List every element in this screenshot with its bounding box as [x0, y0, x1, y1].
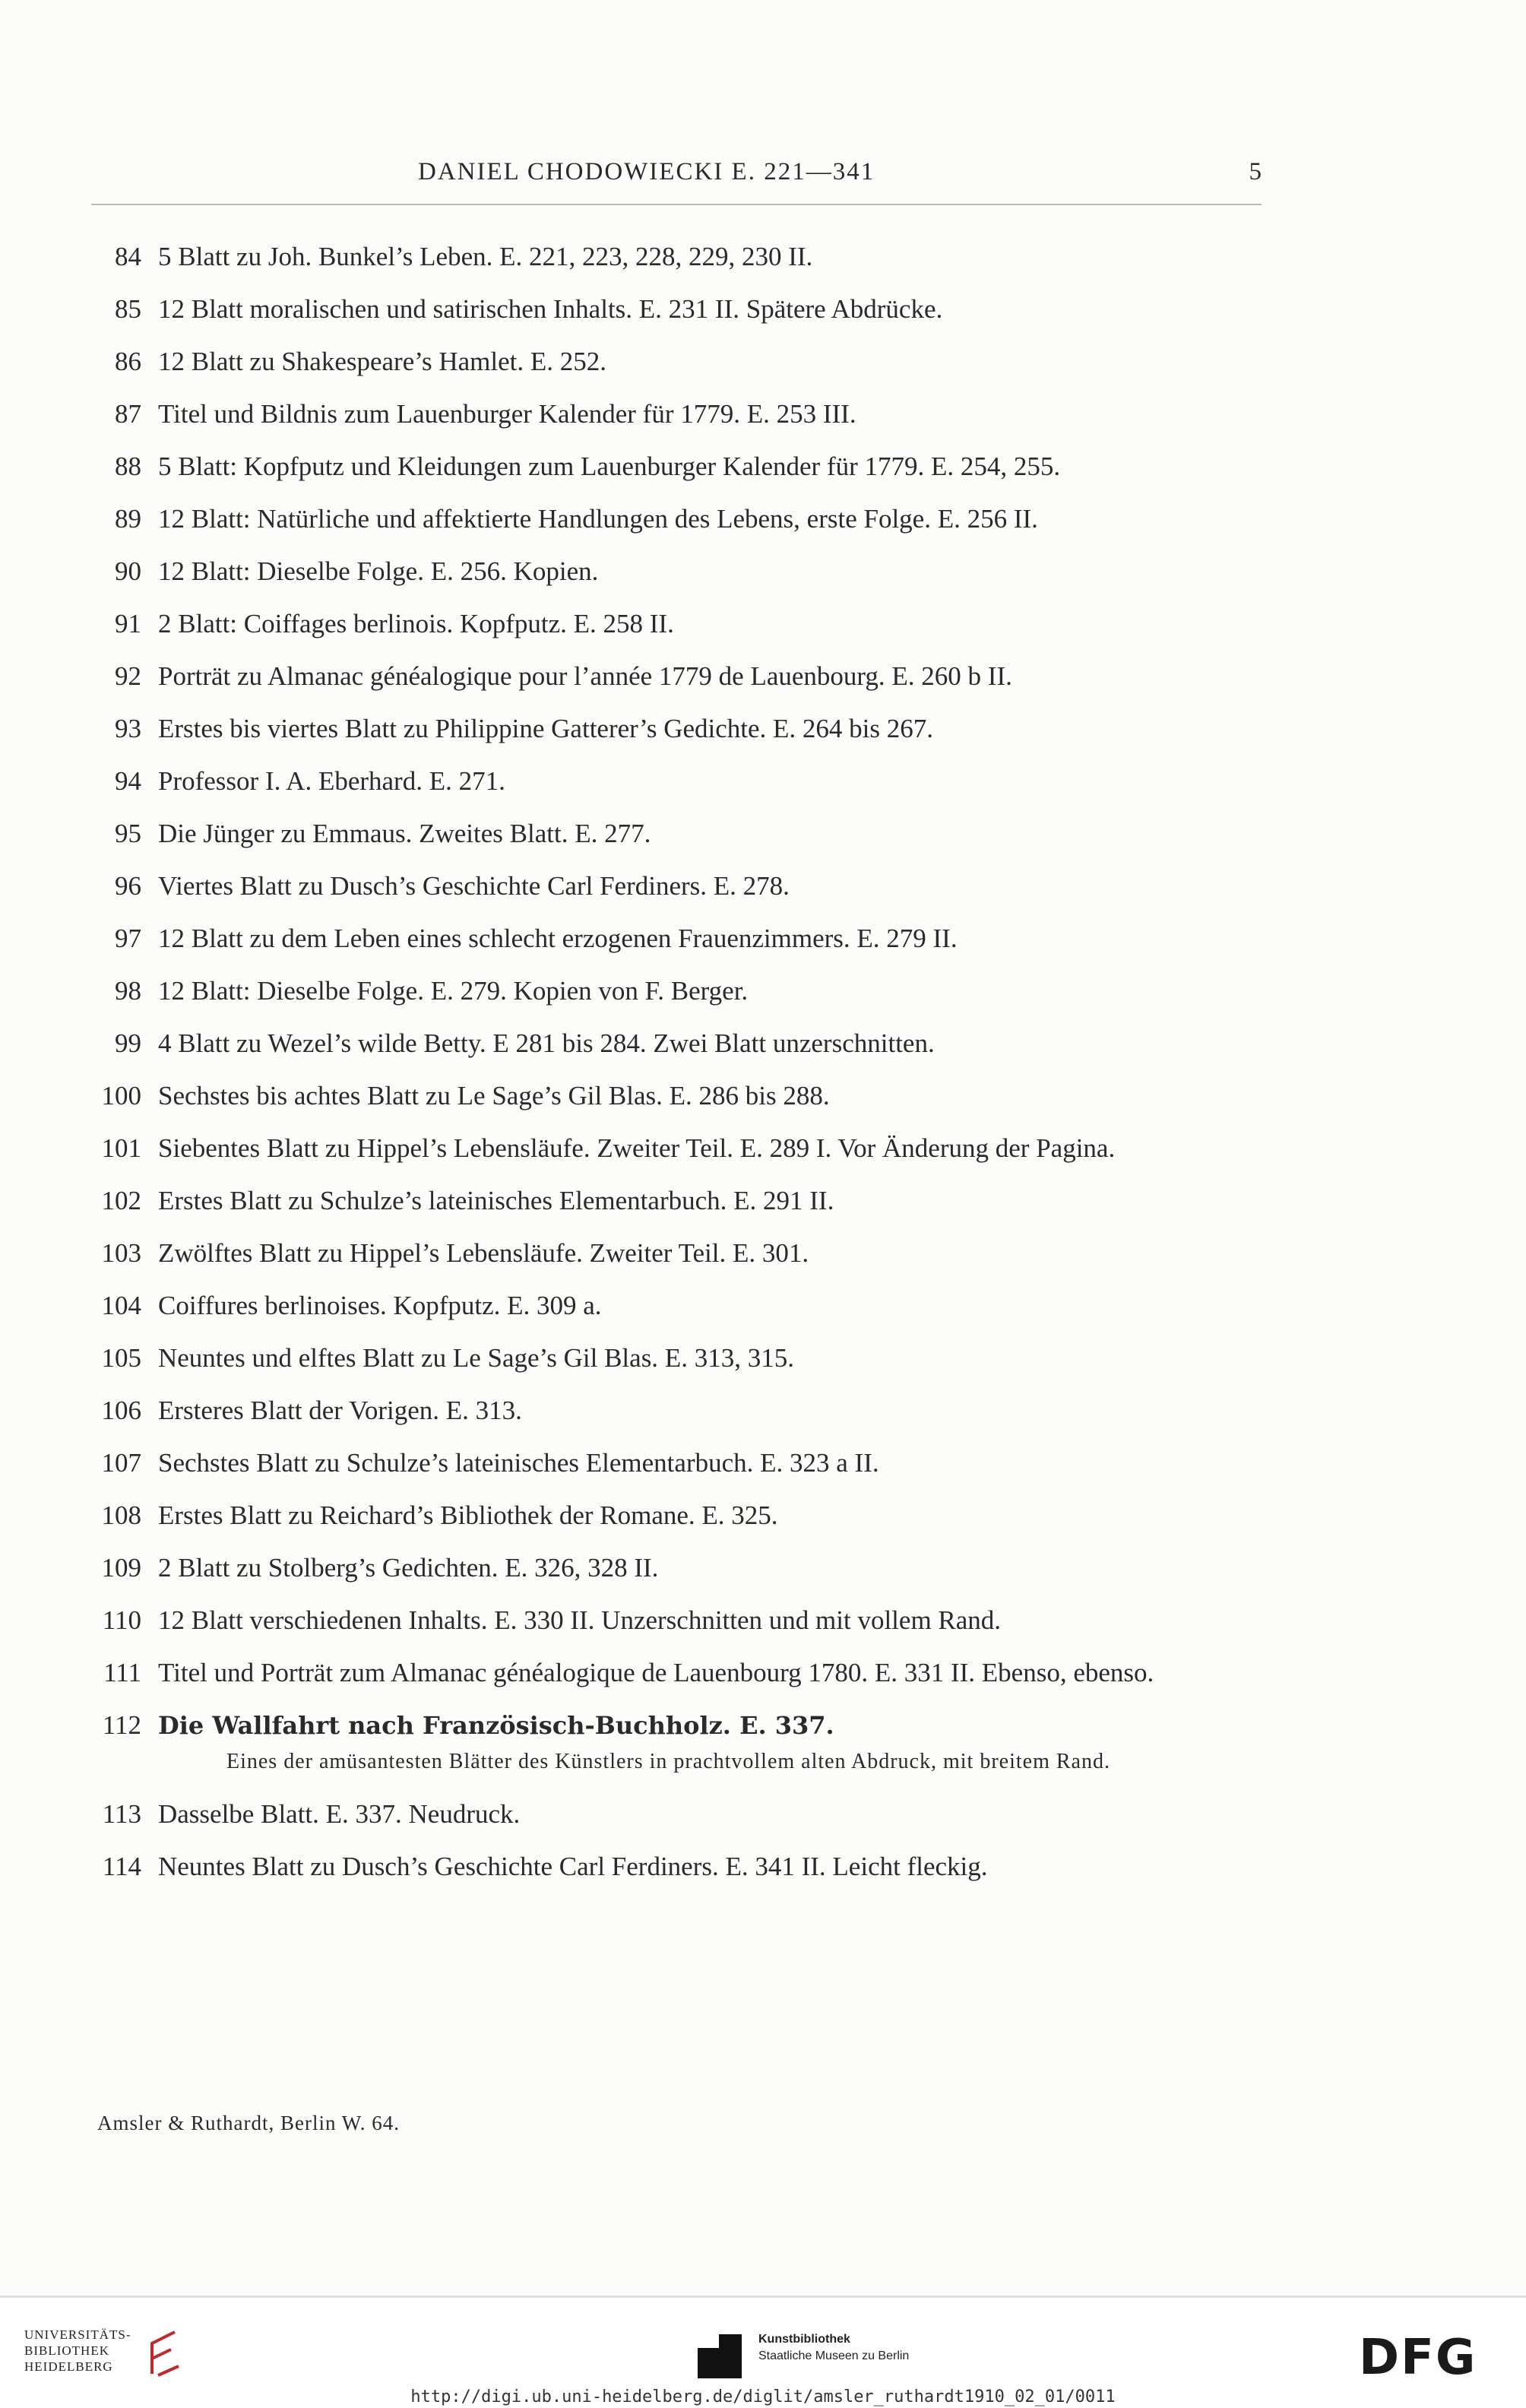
entry-number: 101	[101, 1133, 141, 1163]
entry-description: 2 Blatt: Coiffages berlinois. Kopfputz. E. 258 II.	[158, 609, 674, 638]
entry-description: 12 Blatt zu Shakespeare’s Hamlet. E. 252.	[158, 347, 606, 376]
entry-text	[158, 924, 1269, 954]
entry-text	[158, 1186, 1269, 1216]
entry-number: 95	[115, 819, 141, 848]
entry-text	[158, 556, 1269, 587]
catalogue-entry	[84, 1799, 1269, 1830]
entry-text	[158, 1448, 1269, 1478]
catalogue-entry	[84, 766, 1269, 797]
catalogue-entry	[84, 1396, 1269, 1426]
entry-text	[158, 1343, 1269, 1374]
entry-note: Eines der amüsantesten Blätter des Künstlers in prachtvollem alten Abdruck, mit breitem Rand.	[226, 1750, 1110, 1773]
entry-text	[158, 1852, 1269, 1882]
catalogue-entry	[84, 1186, 1269, 1216]
entry-text	[158, 1605, 1269, 1636]
entry-description: 5 Blatt: Kopfputz und Kleidungen zum Lauenburger Kalender für 1779. E. 254, 255.	[158, 452, 1061, 481]
catalogue-entry	[84, 714, 1269, 744]
entry-text	[158, 1710, 1269, 1777]
entry-text	[158, 399, 1269, 429]
entry-text	[158, 766, 1269, 797]
entry-description: 12 Blatt: Dieselbe Folge. E. 279. Kopien von F. Berger.	[158, 976, 749, 1006]
entry-text	[158, 976, 1269, 1006]
catalogue-entry	[84, 504, 1269, 534]
entry-description: Ersteres Blatt der Vorigen. E. 313.	[158, 1396, 522, 1425]
catalogue-entry	[84, 1605, 1269, 1636]
entry-text	[158, 452, 1269, 482]
entry-description: Die Wallfahrt nach Französisch-Buchholz. E. 337.	[158, 1711, 834, 1740]
entry-description: 5 Blatt zu Joh. Bunkel’s Leben. E. 221, 223, 228, 229, 230 II.	[158, 242, 813, 271]
catalogue-entry	[84, 347, 1269, 377]
entry-number: 97	[115, 924, 141, 953]
catalogue-entries	[84, 242, 1269, 1904]
catalogue-entry	[84, 1238, 1269, 1269]
catalogue-entry	[84, 1081, 1269, 1111]
entry-number: 103	[101, 1238, 141, 1268]
catalogue-entry	[84, 399, 1269, 429]
entry-description: Neuntes Blatt zu Dusch’s Geschichte Carl Ferdiners. E. 341 II. Leicht fleckig.	[158, 1852, 988, 1881]
entry-text	[158, 504, 1269, 534]
entry-text	[158, 661, 1269, 692]
entry-description: Sechstes Blatt zu Schulze’s lateinisches Elementarbuch. E. 323 a II.	[158, 1448, 879, 1478]
entry-text	[158, 871, 1269, 901]
entry-number: 107	[101, 1448, 141, 1478]
catalogue-entry	[84, 609, 1269, 639]
catalogue-entry	[84, 976, 1269, 1006]
entry-description: Coiffures berlinoises. Kopfputz. E. 309 a.	[158, 1291, 602, 1320]
entry-number: 90	[115, 556, 141, 586]
catalogue-entry	[84, 1553, 1269, 1583]
entry-description: Professor I. A. Eberhard. E. 271.	[158, 766, 505, 796]
kb-title: Kunstbibliothek	[758, 2333, 850, 2346]
entry-description: 12 Blatt verschiedenen Inhalts. E. 330 II. Unzerschnitten und mit vollem Rand.	[158, 1605, 1002, 1635]
ub-heidelberg-logo-icon	[144, 2328, 182, 2381]
entry-description: Zwölftes Blatt zu Hippel’s Lebensläufe. Zweiter Teil. E. 301.	[158, 1238, 809, 1268]
entry-description: Siebentes Blatt zu Hippel’s Lebensläufe. Zweiter Teil. E. 289 I. Vor Änderung der Pagina.	[158, 1133, 1116, 1163]
dfg-logo: DFG	[1359, 2330, 1477, 2386]
catalogue-entry	[84, 1658, 1269, 1688]
ub-heidelberg-logo-text	[24, 2327, 131, 2375]
ub-line: BIBLIOTHEK	[24, 2343, 109, 2358]
catalogue-entry	[84, 1852, 1269, 1882]
entry-number: 87	[115, 399, 141, 429]
entry-description: Die Jünger zu Emmaus. Zweites Blatt. E. 277.	[158, 819, 651, 848]
catalogue-entry	[84, 1448, 1269, 1478]
entry-text	[158, 1028, 1269, 1059]
entry-number: 105	[101, 1343, 141, 1373]
entry-text	[158, 609, 1269, 639]
entry-text	[158, 347, 1269, 377]
entry-description: Erstes Blatt zu Schulze’s lateinisches Elementarbuch. E. 291 II.	[158, 1186, 834, 1215]
catalogue-entry	[84, 1133, 1269, 1164]
entry-number: 111	[103, 1658, 141, 1687]
header-rule	[91, 204, 1262, 205]
catalogue-entry	[84, 556, 1269, 587]
entry-description: Titel und Bildnis zum Lauenburger Kalender für 1779. E. 253 III.	[158, 399, 856, 429]
running-header	[91, 158, 1262, 196]
catalogue-entry	[84, 1028, 1269, 1059]
entry-number: 86	[115, 347, 141, 376]
ub-line: UNIVERSITÄTS-	[24, 2327, 131, 2342]
catalogue-entry	[84, 294, 1269, 325]
catalogue-entry	[84, 819, 1269, 849]
kunstbibliothek-name	[758, 2331, 909, 2365]
entry-description: 12 Blatt: Natürliche und affektierte Handlungen des Lebens, erste Folge. E. 256 II.	[158, 504, 1038, 534]
entry-text	[158, 1553, 1269, 1583]
entry-number: 85	[115, 294, 141, 324]
entry-description: Viertes Blatt zu Dusch’s Geschichte Carl Ferdiners. E. 278.	[158, 871, 790, 901]
entry-description: 12 Blatt: Dieselbe Folge. E. 256. Kopien.	[158, 556, 599, 586]
digitization-footer	[0, 2296, 1526, 2408]
entry-text	[158, 1396, 1269, 1426]
catalogue-entry	[84, 871, 1269, 901]
page-number: 5	[1249, 158, 1262, 185]
entry-description: Dasselbe Blatt. E. 337. Neudruck.	[158, 1799, 521, 1829]
entry-description: Neuntes und elftes Blatt zu Le Sage’s Gil Blas. E. 313, 315.	[158, 1343, 794, 1373]
entry-description: Erstes Blatt zu Reichard’s Bibliothek der Romane. E. 325.	[158, 1500, 778, 1530]
kunstbibliothek-logo-icon	[698, 2334, 742, 2378]
entry-number: 102	[101, 1186, 141, 1215]
entry-description: 2 Blatt zu Stolberg’s Gedichten. E. 326, 328 II.	[158, 1553, 659, 1583]
ub-line: HEIDELBERG	[24, 2359, 113, 2374]
catalogue-entry	[84, 924, 1269, 954]
entry-number: 93	[115, 714, 141, 743]
entry-text	[158, 1081, 1269, 1111]
entry-description: Sechstes bis achtes Blatt zu Le Sage’s Gil Blas. E. 286 bis 288.	[158, 1081, 830, 1111]
entry-number: 106	[101, 1396, 141, 1425]
entry-number: 112	[102, 1710, 141, 1740]
publisher-imprint: Amsler & Ruthardt, Berlin W. 64.	[97, 2112, 400, 2134]
entry-number: 84	[115, 242, 141, 271]
entry-number: 94	[115, 766, 141, 796]
entry-description: 4 Blatt zu Wezel’s wilde Betty. E 281 bis 284. Zwei Blatt unzerschnitten.	[158, 1028, 935, 1058]
catalogue-entry	[84, 1343, 1269, 1374]
catalogue-entry	[84, 452, 1269, 482]
entry-number: 109	[101, 1553, 141, 1583]
header-title: DANIEL CHODOWIECKI E. 221—341	[418, 158, 875, 185]
entry-text	[158, 714, 1269, 744]
entry-description: Titel und Porträt zum Almanac généalogique de Lauenbourg 1780. E. 331 II. Ebenso, ebenso.	[158, 1658, 1154, 1687]
entry-text	[158, 294, 1269, 325]
entry-text	[158, 1799, 1269, 1830]
entry-number: 99	[115, 1028, 141, 1058]
entry-text	[158, 1133, 1269, 1164]
entry-description: 12 Blatt zu dem Leben eines schlecht erzogenen Frauenzimmers. E. 279 II.	[158, 924, 958, 953]
entry-text	[158, 819, 1269, 849]
entry-number: 100	[101, 1081, 141, 1111]
entry-number: 104	[101, 1291, 141, 1320]
entry-number: 110	[102, 1605, 141, 1635]
catalogue-entry	[84, 242, 1269, 272]
catalogue-entry	[84, 661, 1269, 692]
entry-number: 92	[115, 661, 141, 691]
entry-number: 89	[115, 504, 141, 534]
entry-description: Porträt zu Almanac généalogique pour l’année 1779 de Lauenbourg. E. 260 b II.	[158, 661, 1012, 691]
catalogue-entry	[84, 1500, 1269, 1531]
catalogue-entry	[84, 1710, 1269, 1777]
entry-description: 12 Blatt moralischen und satirischen Inhalts. E. 231 II. Spätere Abdrücke.	[158, 294, 943, 324]
entry-description: Erstes bis viertes Blatt zu Philippine Gatterer’s Gedichte. E. 264 bis 267.	[158, 714, 933, 743]
entry-number: 113	[102, 1799, 141, 1829]
entry-text	[158, 1658, 1269, 1688]
entry-text	[158, 1238, 1269, 1269]
entry-text	[158, 1291, 1269, 1321]
entry-number: 91	[115, 609, 141, 638]
entry-number: 108	[101, 1500, 141, 1530]
source-url-link[interactable]: http://digi.ub.uni-heidelberg.de/diglit/amsler_ruthardt1910_02_01/0011	[410, 2387, 1116, 2406]
kb-subtitle: Staatliche Museen zu Berlin	[758, 2349, 910, 2362]
entry-number: 96	[115, 871, 141, 901]
entry-text	[158, 242, 1269, 272]
entry-number: 88	[115, 452, 141, 481]
entry-number: 114	[102, 1852, 141, 1881]
entry-number: 98	[115, 976, 141, 1006]
entry-text	[158, 1500, 1269, 1531]
catalogue-entry	[84, 1291, 1269, 1321]
